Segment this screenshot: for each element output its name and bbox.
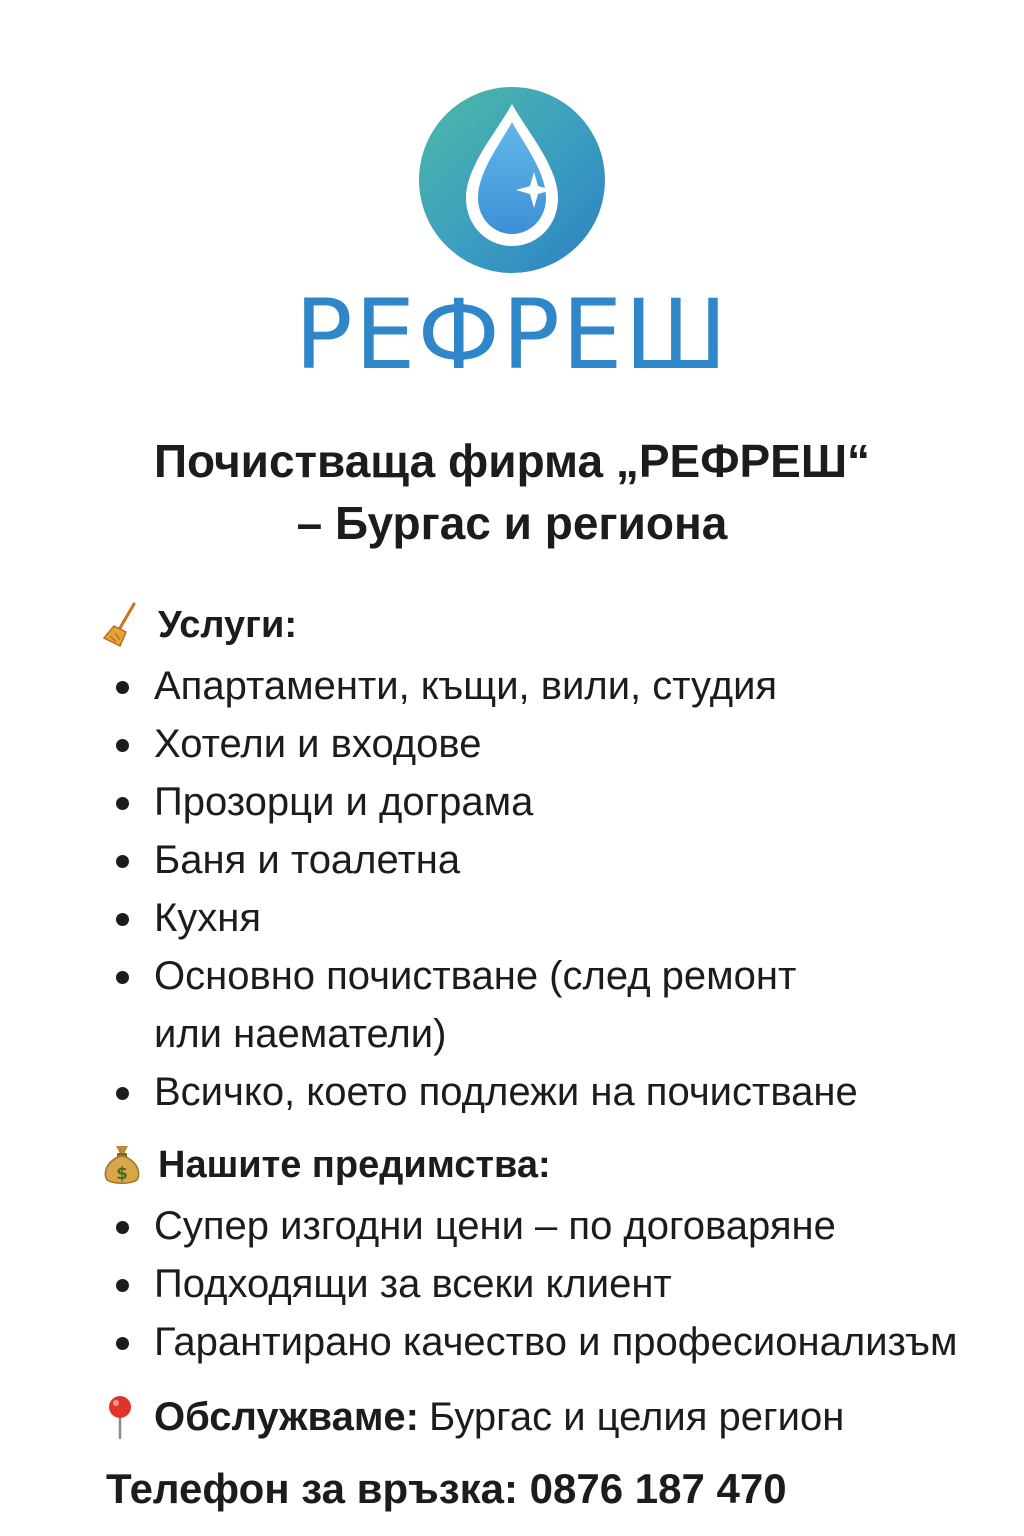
service-area: [100, 1394, 844, 1440]
service-area-value: Бургас и целия регион: [428, 1395, 845, 1439]
list-item-text: Баня и тоалетна: [154, 838, 461, 882]
bullet: [116, 1221, 129, 1234]
water-drop-sparkle-icon: [418, 86, 606, 274]
pin-icon: [100, 1394, 140, 1440]
list-item-text: Хотели и входове: [154, 722, 482, 766]
bullet: [116, 1279, 129, 1292]
service-area-label: Обслужваме:: [154, 1395, 419, 1439]
list-item-text: Кухня: [154, 896, 262, 940]
bullet: [116, 1337, 129, 1350]
brand-name: РЕФРЕШ: [294, 279, 730, 391]
logo: [418, 86, 606, 274]
list-item: [110, 773, 858, 831]
phone-contact[interactable]: Телефон за връзка: 0876 187 470: [106, 1465, 787, 1512]
list-item: [110, 889, 858, 947]
benefits-list: [110, 1197, 958, 1371]
services-heading-label: Услуги:: [158, 604, 297, 646]
list-item-text: Апартаменти, къщи, вили, студия: [154, 664, 778, 708]
list-item-text: Гарантирано качество и професионализъм: [154, 1320, 958, 1364]
benefits-heading-label: Нашите предимства:: [158, 1144, 551, 1186]
bullet: [116, 913, 129, 926]
money-bag-icon: [100, 1142, 144, 1188]
benefits-heading: [100, 1142, 551, 1188]
list-item: [110, 715, 858, 773]
bullet: [116, 855, 129, 868]
list-item: [110, 1063, 858, 1121]
list-item: [110, 657, 858, 715]
bullet: [116, 1087, 129, 1100]
services-list: [110, 657, 858, 1121]
bullet: [116, 681, 129, 694]
svg-text:$: $: [116, 1164, 128, 1184]
list-item: [110, 1197, 958, 1255]
headline-line-2: – Бургас и региона: [296, 497, 728, 549]
bullet: [116, 797, 129, 810]
services-heading: [100, 602, 297, 648]
list-item-text: Супер изгодни цени – по договаряне: [154, 1204, 836, 1248]
list-item-text: Основно почистване (след ремонт: [154, 954, 797, 998]
list-item-text: Всичко, което подлежи на почистване: [154, 1070, 858, 1114]
list-item-text: Подходящи за всеки клиент: [154, 1262, 672, 1306]
list-item: [110, 1313, 958, 1371]
bullet: [116, 971, 129, 984]
list-item: [110, 947, 858, 1063]
headline: [0, 430, 1024, 554]
list-item-text-continued: или наематели): [154, 1012, 447, 1056]
broom-icon: [100, 602, 144, 648]
list-item: [110, 831, 858, 889]
list-item: [110, 1255, 958, 1313]
bullet: [116, 739, 129, 752]
list-item-text: Прозорци и дограма: [154, 780, 534, 824]
headline-line-1: Почистваща фирма „РЕФРЕШ“: [153, 435, 871, 487]
